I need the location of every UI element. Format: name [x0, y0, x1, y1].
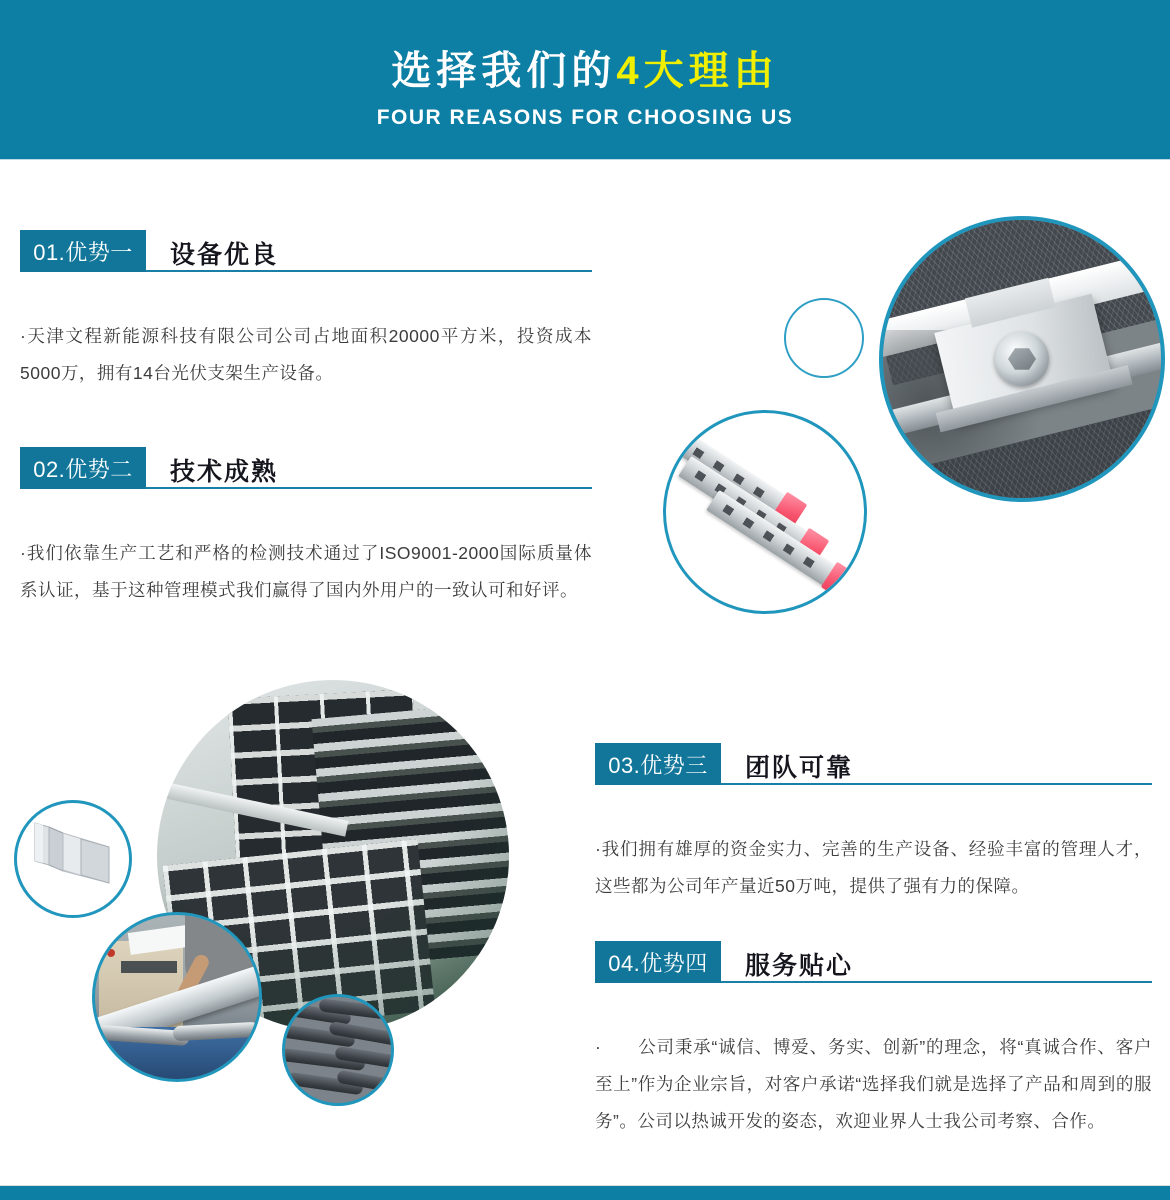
advantage-section-2 [20, 447, 592, 609]
banner [0, 0, 1170, 160]
section-4-rule [721, 981, 1152, 983]
hex-socket-icon [1008, 347, 1036, 371]
brackets-photo-circle [663, 410, 867, 614]
page-title [0, 48, 1170, 94]
section-3-rule [721, 783, 1152, 785]
machine-photo-circle [92, 912, 262, 1082]
section-2-badge: 02.优势二 [20, 447, 146, 489]
advantage-section-1 [20, 230, 592, 392]
advantage-section-4 [595, 941, 1152, 1140]
section-2-title: 技术成熟 [170, 458, 279, 486]
section-4-badge: 04.优势四 [595, 941, 721, 983]
section-3-header [595, 743, 1152, 785]
section-3-badge: 03.优势三 [595, 743, 721, 785]
decorative-circle-outline [784, 298, 864, 378]
solar-clamp-photo-circle [879, 216, 1165, 502]
section-1-title: 设备优良 [170, 241, 279, 269]
section-1-header [20, 230, 592, 272]
section-1-body: ·天津文程新能源科技有限公司公司占地面积20000平方米，投资成本5000万，拥有14台光伏支架生产设备。 [20, 326, 592, 383]
section-4-body: · 公司秉承“诚信、博爱、务实、创新”的理念，将“真诚合作、客户至上”作为企业宗旨，对客户承诺“选择我们就是选择了产品和周到的服务”。公司以热诚开发的姿态，欢迎业界人士我公司考察、合作。 [595, 1037, 1152, 1131]
section-1-rule [146, 270, 592, 272]
section-2-body: ·我们依靠生产工艺和严格的检测技术通过了ISO9001-2000国际质量体系认证，基于这种管理模式我们赢得了国内外用户的一致认可和好评。 [20, 543, 592, 600]
bottom-bar [0, 1186, 1170, 1200]
section-4-header [595, 941, 1152, 983]
section-1-badge: 01.优势一 [20, 230, 146, 272]
page-title-highlight: 4大理由 [616, 49, 779, 93]
hex-bolt-icon [995, 332, 1049, 386]
section-3-title: 团队可靠 [745, 754, 854, 782]
page-subtitle: FOUR REASONS FOR CHOOSING US [376, 106, 794, 129]
section-3-body: ·我们拥有雄厚的资金实力、完善的生产设备、经验丰富的管理人才，这些都为公司年产量近50万吨，提供了强有力的保障。 [595, 839, 1152, 896]
section-2-header [20, 447, 592, 489]
advantage-section-3 [595, 743, 1152, 905]
section-4-title: 服务贴心 [745, 952, 854, 980]
u-channel-icon [23, 809, 123, 909]
page-title-main: 选择我们的 [391, 49, 617, 93]
section-2-rule [146, 487, 592, 489]
u-channel-photo-circle [14, 800, 132, 918]
steel-bundles-photo-circle [282, 994, 394, 1106]
